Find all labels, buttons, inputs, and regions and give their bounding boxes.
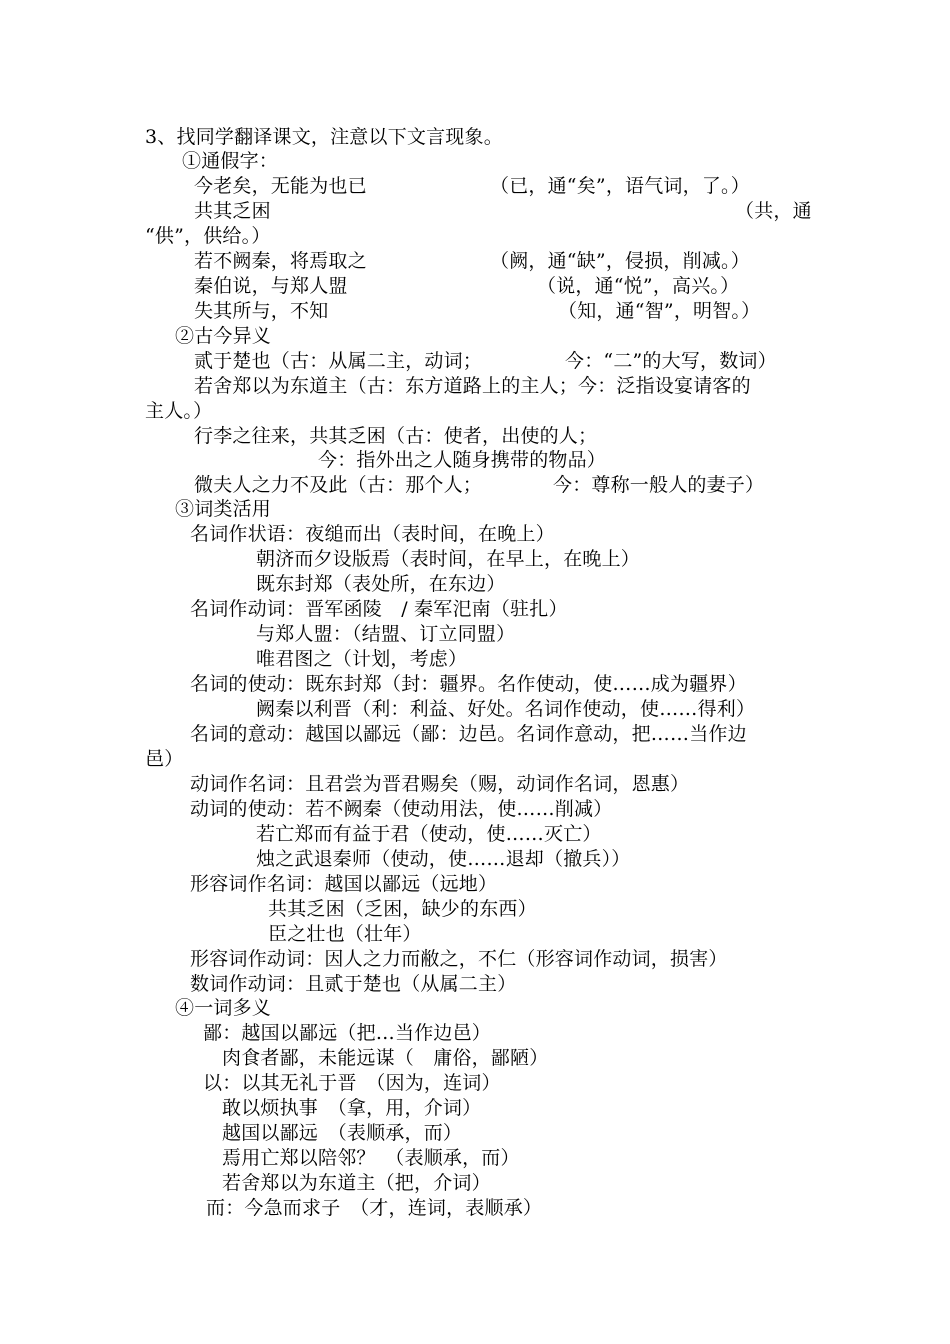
example-line: 贰于楚也（古：从属二主，动词； [194, 350, 483, 372]
section-heading: 3、找同学翻译课文，注意以下文言现象。 [145, 126, 503, 148]
example-line: 肉食者鄙，未能远谋（ 庸俗，鄙陋） [222, 1047, 549, 1069]
explanation-line: （知，通“智”，明智。） [558, 300, 761, 322]
example-line: 朝济而夕设版焉（表时间，在早上，在晚上） [256, 548, 641, 570]
example-line: 越国以鄙远 （表顺承，而） [222, 1122, 463, 1144]
example-line: 今老矣，无能为也已 [194, 175, 367, 197]
example-line: 共其乏困 [194, 200, 271, 222]
category-line: 名词的意动：越国以鄙远（鄙：边邑。名词作意动，把……当作边 [190, 723, 747, 745]
explanation-line: 今：“二”的大写，数词） [565, 350, 777, 372]
example-line: 阙秦以利晋（利：利益、好处。名词作使动，使……得利） [256, 698, 756, 720]
category-line: 动词的使动：若不阙秦（使动用法，使……削减） [190, 798, 613, 820]
example-line: 若舍郑以为东道主（古：东方道路上的主人；今：泛指设宴请客的 [194, 375, 751, 397]
explanation-line: 今：指外出之人随身携带的物品） [318, 449, 607, 471]
explanation-line: （共，通 [735, 200, 812, 222]
example-line: 与郑人盟：（结盟、订立同盟） [256, 623, 516, 645]
category-line: 名词作动词：晋军函陵 / 秦军汜南（驻扎） [190, 598, 568, 620]
example-line: 若亡郑而有益于君（使动，使……灭亡） [256, 823, 602, 845]
category-line: 名词作状语：夜缒而出（表时间，在晚上） [190, 523, 555, 545]
example-line: 焉用亡郑以陪邻？ （表顺承，而） [222, 1147, 520, 1169]
explanation-line: 今：尊称一般人的妻子） [553, 474, 765, 496]
subheading-yiciduoyi: ④一词多义 [175, 997, 272, 1019]
word-entry-bi: 鄙：越国以鄙远（把…当作边邑） [203, 1022, 492, 1044]
example-line: 烛之武退秦师（使动，使……退却（撤兵）） [256, 848, 631, 870]
word-entry-er: 而：今急而求子 （才，连词，表顺承） [206, 1197, 543, 1219]
subheading-tongjiazi: ①通假字： [182, 150, 279, 172]
example-line: 秦伯说，与郑人盟 [194, 275, 348, 297]
example-line: 唯君图之（计划，考虑） [256, 648, 468, 670]
category-line: 名词的使动：既东封郑（封：疆界。名作使动，使……成为疆界） [190, 673, 747, 695]
example-line: 既东封郑（表处所，在东边） [256, 573, 506, 595]
category-line: 数词作动词：且贰于楚也（从属二主） [190, 973, 517, 995]
subheading-gujinyiyi: ②古今异义 [175, 325, 272, 347]
word-entry-yi: 以：以其无礼于晋 （因为，连词） [203, 1072, 501, 1094]
explanation-continuation: “供”，供给。） [145, 225, 271, 247]
explanation-line: （已，通“矣”，语气词，了。） [490, 175, 750, 197]
example-line: 共其乏困（乏困，缺少的东西） [268, 898, 537, 920]
explanation-continuation: 主人。） [145, 400, 213, 422]
example-line: 失其所与，不知 [194, 300, 329, 322]
explanation-line: （阙，通“缺”，侵损，削减。） [490, 250, 750, 272]
example-line: 行李之往来，共其乏困（古：使者，出使的人； [194, 425, 598, 447]
category-line: 形容词作名词：越国以鄙远（远地） [190, 873, 498, 895]
explanation-continuation: 邑） [145, 748, 184, 770]
example-line: 若舍郑以为东道主（把，介词） [222, 1172, 491, 1194]
example-line: 微夫人之力不及此（古：那个人； [194, 474, 483, 496]
category-line: 形容词作动词：因人之力而敝之，不仁（形容词作动词，损害） [190, 948, 728, 970]
example-line: 若不阙秦，将焉取之 [194, 250, 367, 272]
example-line: 臣之壮也（壮年） [268, 923, 422, 945]
subheading-cileihuoyong: ③词类活用 [175, 498, 272, 520]
example-line: 敢以烦执事 （拿，用，介词） [222, 1097, 482, 1119]
explanation-line: （说，通“悦”，高兴。） [537, 275, 740, 297]
category-line: 动词作名词：且君尝为晋君赐矣（赐，动词作名词，恩惠） [190, 773, 690, 795]
